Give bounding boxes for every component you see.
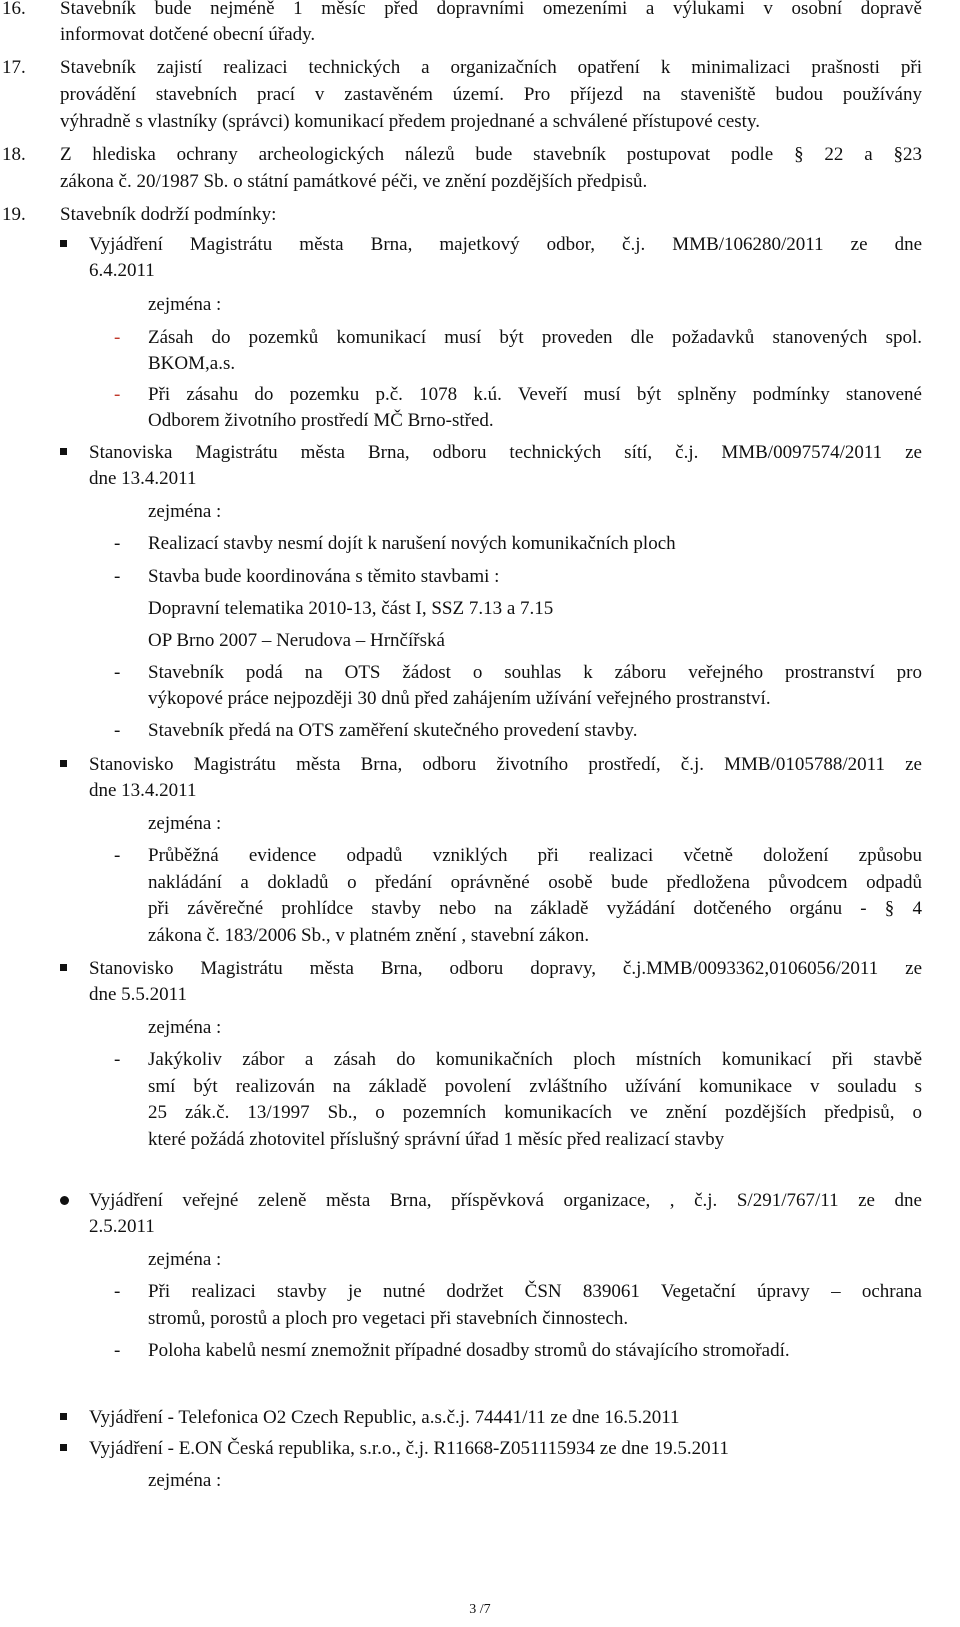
text-line: Vyjádření Magistrátu města Brna, majetkový odbor, č.j. MMB/106280/2011 ze dne [89, 234, 922, 255]
text-line: Vyjádření - E.ON Česká republika, s.r.o., č.j. R11668-Z051115934 ze dne 19.5.2011 [89, 1438, 729, 1459]
dash-marker: - [114, 566, 121, 587]
text-line: dne 5.5.2011 [89, 984, 187, 1005]
item-number: 18. [2, 144, 26, 165]
text-line: Stanovisko Magistrátu města Brna, odboru životního prostředí, č.j. MMB/0105788/2011 ze [89, 754, 922, 775]
dash-marker: - [114, 662, 121, 683]
text-line: Při realizaci stavby je nutné dodržet ČSN 839061 Vegetační úpravy – ochrana [148, 1281, 922, 1302]
text-line: Stavebník předá na OTS zaměření skutečného provedení stavby. [148, 720, 638, 741]
text-line: při závěrečné prohlídce stavby nebo na základě vyžádání dotčeného orgánu - § 4 [148, 898, 922, 919]
square-bullet-icon [60, 240, 67, 247]
text-line: Stanovisko Magistrátu města Brna, odboru dopravy, č.j.MMB/0093362,0106056/2011 ze [89, 958, 922, 979]
text-line: dne 13.4.2011 [89, 468, 197, 489]
zejmena-label: zejména : [148, 501, 222, 522]
dash-marker: - [114, 533, 121, 554]
zejmena-label: zejména : [148, 1249, 222, 1270]
dash-marker: - [114, 1340, 121, 1361]
text-line: Vyjádření - Telefonica O2 Czech Republic, a.s.č.j. 74441/11 ze dne 16.5.2011 [89, 1407, 680, 1428]
square-bullet-icon [60, 964, 67, 971]
round-bullet-icon [60, 1196, 69, 1205]
item-number: 17. [2, 57, 26, 78]
text-line: OP Brno 2007 – Nerudova – Hrnčířská [148, 630, 445, 651]
text-line: Jakýkoliv zábor a zásah do komunikačních ploch místních komunikací při stavbě [148, 1049, 922, 1070]
text-line: Dopravní telematika 2010-13, část I, SSZ 7.13 a 7.15 [148, 598, 554, 619]
text-line: Z hlediska ochrany archeologických nálezů bude stavebník postupovat podle § 22 a §23 [60, 144, 922, 165]
text-line: Stavebník dodrží podmínky: [60, 204, 277, 225]
item-number: 19. [2, 204, 26, 225]
dash-marker: - [114, 720, 121, 741]
text-line: zákona č. 20/1987 Sb. o státní památkové péči, ve znění pozdějších předpisů. [60, 171, 648, 192]
square-bullet-icon [60, 1413, 67, 1420]
zejmena-label: zejména : [148, 1017, 222, 1038]
text-line: výkopové práce nejpozději 30 dnů před zahájením užívání veřejného prostranství. [148, 688, 771, 709]
square-bullet-icon [60, 760, 67, 767]
text-line: Stavebník podá na OTS žádost o souhlas k záboru veřejného prostranství pro [148, 662, 922, 683]
zejmena-label: zejména : [148, 294, 222, 315]
text-line: 6.4.2011 [89, 260, 155, 281]
text-line: BKOM,a.s. [148, 353, 236, 374]
text-line: nakládání a dokladů o předání oprávněné osobě bude předložena původcem odpadů [148, 872, 922, 893]
text-line: Realizací stavby nesmí dojít k narušení nových komunikačních ploch [148, 533, 676, 554]
text-line: Poloha kabelů nesmí znemožnit případné dosadby stromů do stávajícího stromořadí. [148, 1340, 790, 1361]
square-bullet-icon [60, 448, 67, 455]
text-line: Stavba bude koordinována s těmito stavbami : [148, 566, 500, 587]
dash-marker: - [114, 845, 121, 866]
zejmena-label: zejména : [148, 1470, 222, 1491]
text-line: Zásah do pozemků komunikací musí být proveden dle požadavků stanovených spol. [148, 327, 922, 348]
square-bullet-icon [60, 1444, 67, 1451]
text-line: 25 zák.č. 13/1997 Sb., o pozemních komunikacích ve znění pozdějších předpisů, o [148, 1102, 922, 1123]
item-number: 16. [2, 0, 26, 19]
text-line: smí být realizován na základě povolení zvláštního užívání komunikace v souladu s [148, 1076, 922, 1097]
text-line: Odborem životního prostředí MČ Brno-střed. [148, 410, 494, 431]
text-line: provádění stavebních prací v zastavěném území. Pro příjezd na staveniště budou používány [60, 84, 922, 105]
text-line: Stanoviska Magistrátu města Brna, odboru technických sítí, č.j. MMB/0097574/2011 ze [89, 442, 922, 463]
text-line: Stavebník bude nejméně 1 měsíc před dopravními omezeními a výlukami v osobní dopravě [60, 0, 922, 19]
text-line: stromů, porostů a ploch pro vegetaci při stavebních činnostech. [148, 1308, 629, 1329]
zejmena-label: zejména : [148, 813, 222, 834]
dash-marker: - [114, 1049, 121, 1070]
page-number: 3 /7 [469, 1602, 491, 1617]
text-line: které požádá zhotovitel příslušný správní úřad 1 měsíc před realizací stavby [148, 1129, 725, 1150]
dash-marker: - [114, 327, 121, 348]
text-line: Průběžná evidence odpadů vzniklých při realizaci včetně doložení způsobu [148, 845, 922, 866]
text-line: 2.5.2011 [89, 1216, 155, 1237]
text-line: Stavebník zajistí realizaci technických a organizačních opatření k minimalizaci prašnosti při [60, 57, 922, 78]
text-line: výhradně s vlastníky (správci) komunikací předem projednané a schválené přístupové cesty. [60, 111, 760, 132]
text-line: zákona č. 183/2006 Sb., v platném znění , stavební zákon. [148, 925, 590, 946]
dash-marker: - [114, 1281, 121, 1302]
text-line: Při zásahu do pozemku p.č. 1078 k.ú. Veveří musí být splněny podmínky stanovené [148, 384, 922, 405]
text-line: informovat dotčené obecní úřady. [60, 24, 316, 45]
text-line: Vyjádření veřejné zeleně města Brna, příspěvková organizace, , č.j. S/291/767/11 ze dne [89, 1190, 922, 1211]
dash-marker: - [114, 384, 121, 405]
text-line: dne 13.4.2011 [89, 780, 197, 801]
